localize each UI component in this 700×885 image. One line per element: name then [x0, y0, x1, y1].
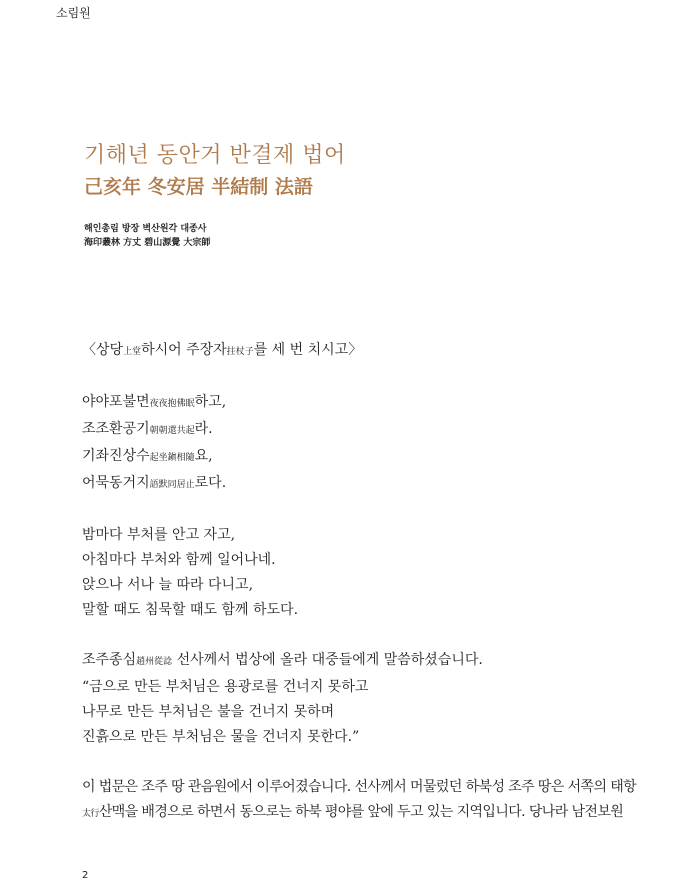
- intro-open: 〈상당: [82, 342, 124, 358]
- intro-close: 를 세 번 치시고〉: [253, 342, 363, 358]
- paragraph-line: [82, 800, 662, 827]
- intro-mid: 하시어 주장자: [141, 342, 227, 358]
- quote-line: “금으로 만든 부처님은 용광로를 건너지 못하고: [82, 679, 369, 695]
- intro-line: [82, 338, 662, 365]
- page-title: 기해년 동안거 반결제 법어: [84, 143, 346, 168]
- page-number: 2: [82, 870, 89, 881]
- verse1-ending: 로다.: [194, 475, 227, 491]
- verse2-line: 말할 때도 침묵할 때도 함께 하도다.: [82, 602, 299, 618]
- verse1-korean: 어묵동거지: [82, 475, 150, 491]
- verse1-ending: 요,: [194, 448, 213, 464]
- verse1-korean: 야야포불면: [82, 394, 150, 410]
- verse1-hanja: 朝朝還共起: [149, 426, 195, 436]
- verse1-hanja: 語默同居止: [149, 480, 195, 490]
- verse1-hanja: 夜夜抱佛眠: [149, 399, 195, 409]
- running-header: 소림원: [56, 6, 91, 20]
- verse1-line: [82, 390, 662, 417]
- sermon-body: [82, 338, 662, 827]
- intro-gloss-2: 拄杖子: [226, 347, 254, 357]
- verse2-line: 앉으나 서나 늘 따라 다니고,: [82, 577, 254, 593]
- verse1-korean: 기좌진상수: [82, 448, 150, 464]
- zhaozhou-hanja: 趙州從諗: [136, 657, 173, 667]
- paragraph-zhaozhou: [82, 648, 662, 675]
- verse1-ending: 하고,: [194, 394, 227, 410]
- verse1-line: [82, 471, 662, 498]
- author-block: [84, 222, 210, 250]
- verse1-line: [82, 417, 662, 444]
- verse1-korean: 조조환공기: [82, 421, 150, 437]
- intro-gloss-1: 上堂: [123, 347, 142, 357]
- verse1-line: [82, 444, 662, 471]
- verse1-hanja: 起坐鎭相隨: [149, 453, 195, 463]
- title-block: [84, 140, 346, 202]
- quote-line: 진흙으로 만든 부처님은 물을 건너지 못한다.”: [82, 729, 360, 745]
- zhaozhou-name: 조주종심: [82, 652, 137, 668]
- taihang-hanja: 太行: [82, 809, 99, 819]
- quote-line: 나무로 만든 부처님은 불을 건너지 못하며: [82, 704, 335, 720]
- verse2-line: 밤마다 부처를 안고 자고,: [82, 527, 236, 543]
- paragraph-line-text: 산맥을 배경으로 하면서 동으로는 하북 평야를 앞에 두고 있는 지역입니다. 당나라 남전보원: [98, 804, 624, 820]
- verse2-line: 아침마다 부처와 함께 일어나네.: [82, 552, 276, 568]
- paragraph-line: 이 법문은 조주 땅 관음원에서 이루어졌습니다. 선사께서 머물렀던 하북성 조주 땅은 서쪽의 태항: [82, 779, 637, 795]
- author-hanja: 海印叢林 方丈 碧山源覺 大宗師: [84, 238, 211, 248]
- zhaozhou-text: 선사께서 법상에 올라 대중들에게 말씀하셨습니다.: [172, 652, 483, 668]
- author-korean: 해인총림 방장 벽산원각 대종사: [84, 224, 207, 234]
- page-title-hanja: 己亥年 冬安居 半結制 法語: [84, 176, 313, 198]
- verse1-ending: 라.: [194, 421, 213, 437]
